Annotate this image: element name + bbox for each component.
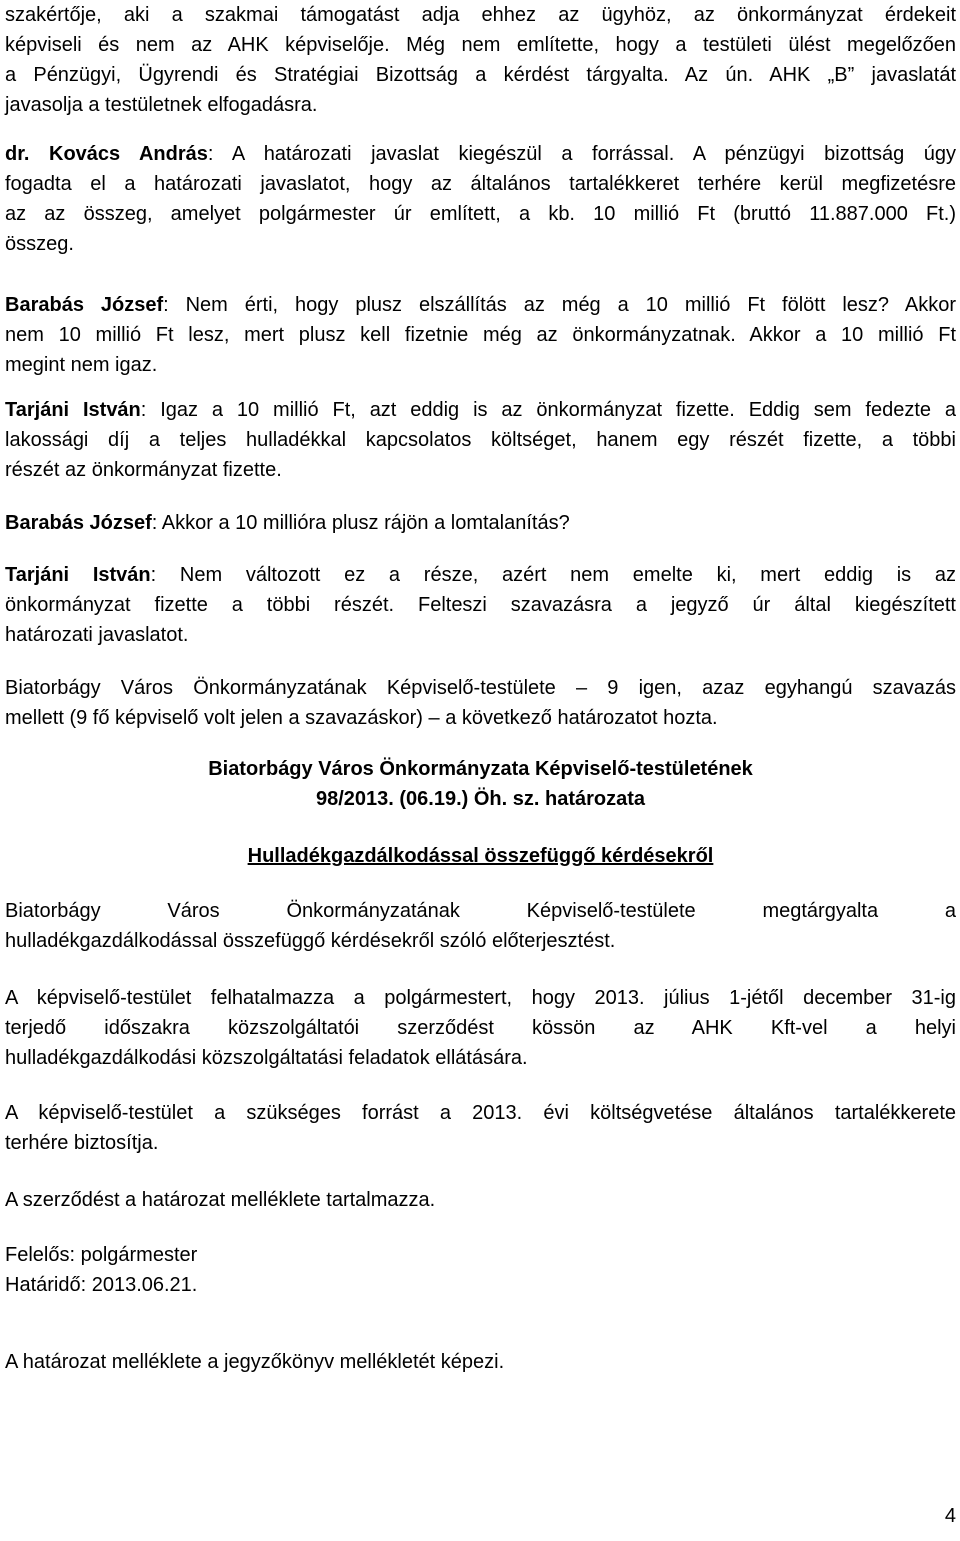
text-line: részét az önkormányzat fizette. bbox=[5, 459, 282, 481]
text-line: összeg. bbox=[5, 233, 74, 255]
resolution-subject-wrap bbox=[5, 841, 956, 871]
text-line: terjedő időszakra közszolgáltatói szerződést kössön az AHK Kft-vel a helyi bbox=[5, 1017, 956, 1039]
text-line: határozati javaslatot. bbox=[5, 624, 189, 646]
text-line: A szerződést a határozat melléklete tartalmazza. bbox=[5, 1189, 436, 1211]
text-line: nem 10 millió Ft lesz, mert plusz kell fizetnie még az önkormányzatnak. Akkor a 10 millió Ft bbox=[5, 324, 956, 346]
text-line: fogadta el a határozati javaslatot, hogy az általános tartalékkeret terhére kerül megfizetésre bbox=[5, 173, 956, 195]
text-line bbox=[5, 139, 956, 169]
annex-note bbox=[5, 1347, 956, 1377]
paragraph-barabas-2 bbox=[5, 508, 956, 538]
resolution-heading bbox=[5, 754, 956, 814]
speech-text: : Nem változott ez a része, azért nem emelte ki, mert eddig is az bbox=[150, 564, 956, 586]
paragraph-barabas-1 bbox=[5, 290, 956, 380]
resolution-paragraph-1 bbox=[5, 896, 956, 956]
text-line: mellett (9 fő képviselő volt jelen a szavazáskor) – a következő határozatot hozta. bbox=[5, 707, 718, 729]
text-line: javasolja a testületnek elfogadásra. bbox=[5, 94, 318, 116]
text-line: A képviselő-testület felhatalmazza a polgármestert, hogy 2013. július 1-jétől december 31-ig bbox=[5, 987, 956, 1009]
text-line: Biatorbágy Város Önkormányzatának Képviselő-testülete – 9 igen, azaz egyhangú szavazás bbox=[5, 677, 956, 699]
speech-text: : Igaz a 10 millió Ft, azt eddig is az önkormányzat fizette. Eddig sem fedezte a bbox=[140, 399, 957, 421]
speaker-name: Tarjáni István bbox=[5, 564, 151, 586]
resolution-heading-line-2: 98/2013. (06.19.) Öh. sz. határozata bbox=[315, 788, 646, 810]
paragraph-vote bbox=[5, 673, 956, 733]
text-line: A határozat melléklete a jegyzőkönyv mellékletét képezi. bbox=[5, 1351, 505, 1373]
resolution-heading-line-1: Biatorbágy Város Önkormányzata Képviselő-testületének bbox=[208, 758, 753, 780]
text-line: megint nem igaz. bbox=[5, 354, 158, 376]
text-line: képviseli és nem az AHK képviselője. Még nem említette, hogy a testületi ülést megelőzően bbox=[5, 34, 956, 56]
speaker-name: Barabás József bbox=[5, 512, 152, 534]
resolution-paragraph-2 bbox=[5, 983, 956, 1073]
deadline-line: Határidő: 2013.06.21. bbox=[5, 1274, 198, 1296]
paragraph-tarjani-2 bbox=[5, 560, 956, 650]
page-number: 4 bbox=[944, 1505, 956, 1527]
text-line: terhére biztosítja. bbox=[5, 1132, 159, 1154]
speaker-name: dr. Kovács András bbox=[5, 143, 208, 165]
text-line: szakértője, aki a szakmai támogatást adja ehhez az ügyhöz, az önkormányzat érdekeit bbox=[5, 4, 956, 26]
resolution-subject: Hulladékgazdálkodással összefüggő kérdésekről bbox=[247, 845, 714, 867]
speaker-name: Tarjáni István bbox=[5, 399, 141, 421]
text-line: a Pénzügyi, Ügyrendi és Stratégiai Bizottság a kérdést tárgyalta. Az ún. AHK „B” javaslatát bbox=[5, 64, 956, 86]
speech-text: : Nem érti, hogy plusz elszállítás az még a 10 millió Ft fölött lesz? Akkor bbox=[163, 294, 956, 316]
paragraph-kovacs bbox=[5, 139, 956, 259]
text-line bbox=[5, 508, 956, 538]
paragraph-intro bbox=[5, 0, 956, 120]
text-line: A képviselő-testület a szükséges forrást a 2013. évi költségvetése általános tartalékkerete bbox=[5, 1102, 956, 1124]
resolution-paragraph-4 bbox=[5, 1185, 956, 1215]
speech-text: : Akkor a 10 millióra plusz rájön a lomtalanítás? bbox=[151, 512, 570, 534]
responsible-deadline-block bbox=[5, 1240, 956, 1300]
text-line: Biatorbágy Város Önkormányzatának Képviselő-testülete megtárgyalta a bbox=[5, 900, 956, 922]
text-line bbox=[5, 395, 956, 425]
responsible-line: Felelős: polgármester bbox=[5, 1244, 198, 1266]
resolution-paragraph-3 bbox=[5, 1098, 956, 1158]
text-line bbox=[5, 560, 956, 590]
paragraph-tarjani-1 bbox=[5, 395, 956, 485]
text-line: hulladékgazdálkodással összefüggő kérdésekről szóló előterjesztést. bbox=[5, 930, 616, 952]
text-line: lakossági díj a teljes hulladékkal kapcsolatos költséget, hanem egy részét fizette, a többi bbox=[5, 429, 956, 451]
speaker-name: Barabás József bbox=[5, 294, 164, 316]
text-line bbox=[5, 290, 956, 320]
text-line: hulladékgazdálkodási közszolgáltatási feladatok ellátására. bbox=[5, 1047, 528, 1069]
text-line: önkormányzat fizette a többi részét. Felteszi szavazásra a jegyző úr által kiegészített bbox=[5, 594, 956, 616]
text-line: az az összeg, amelyet polgármester úr említett, a kb. 10 millió Ft (bruttó 11.887.000 Ft.) bbox=[5, 203, 956, 225]
speech-text: : A határozati javaslat kiegészül a forrással. A pénzügyi bizottság úgy bbox=[207, 143, 956, 165]
